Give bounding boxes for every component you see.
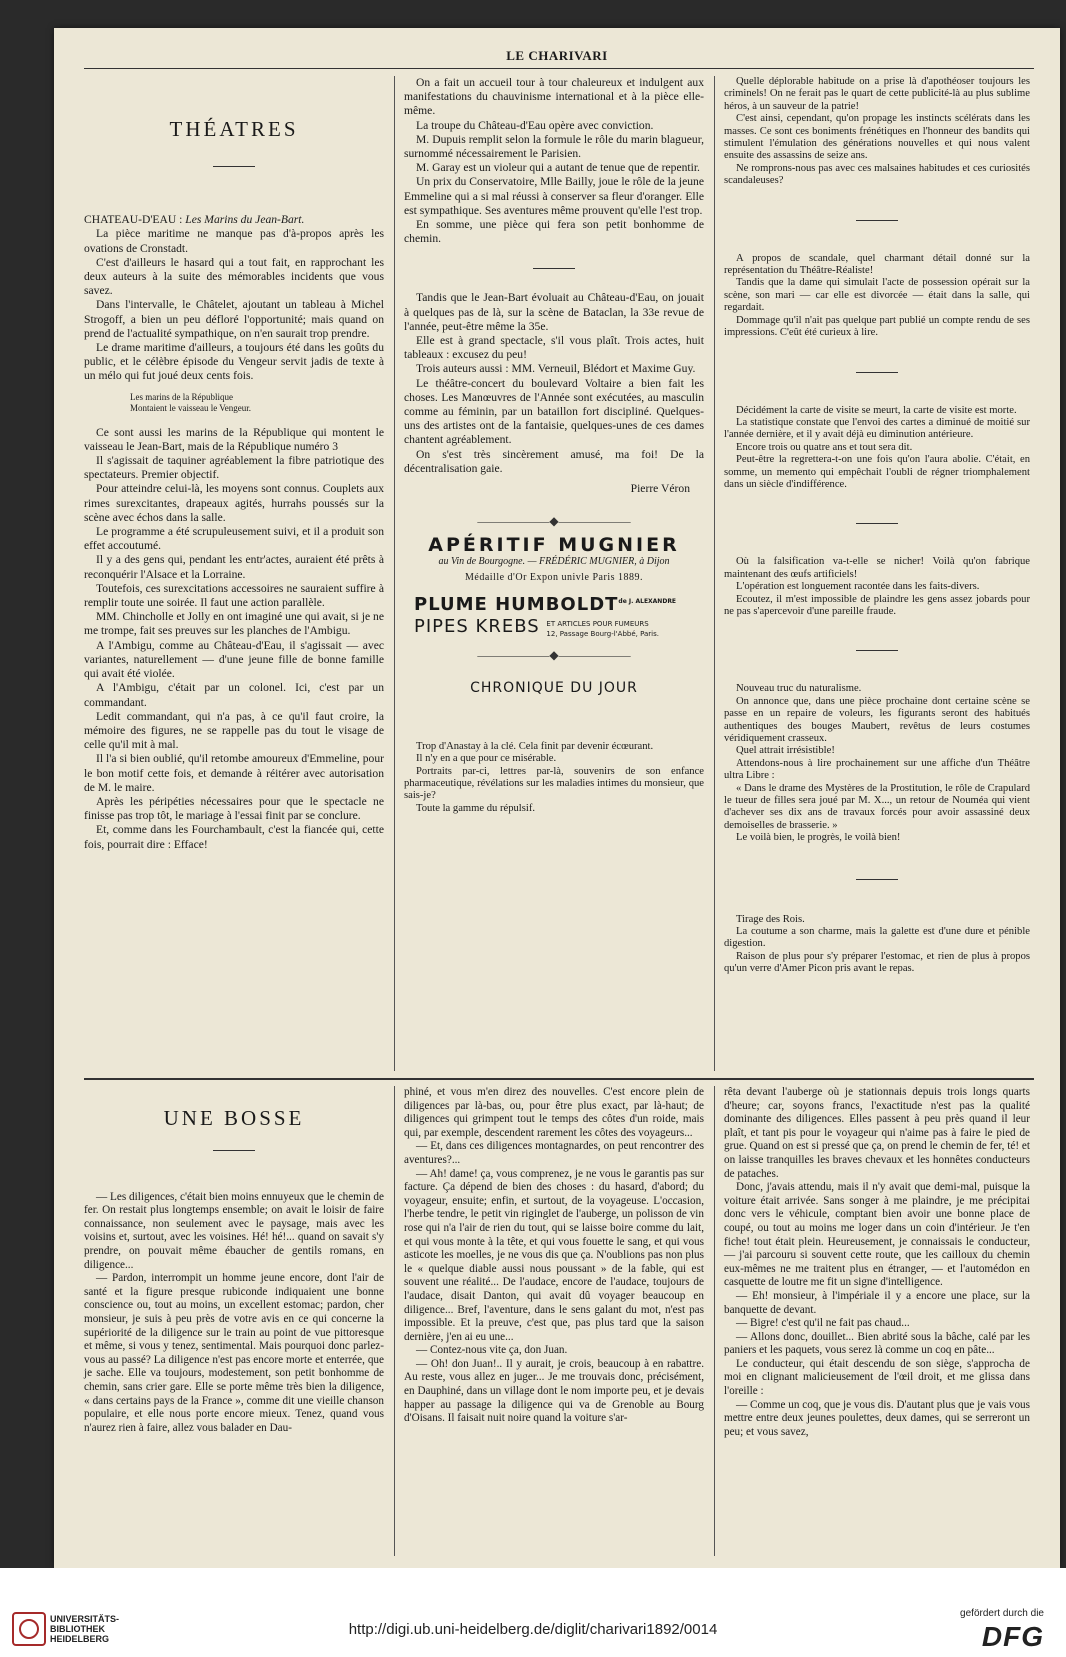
signature: Pierre Véron	[630, 482, 690, 496]
paragraph: Pour atteindre celui-là, les moyens sont connus. Couplets aux rimes surexcitantes, drapeaux agités, hurrahs poussés sur la scène avec échos dans la salle.	[84, 482, 384, 524]
paragraph: Nouveau truc du naturalisme.	[736, 683, 862, 695]
chronique-text	[404, 741, 704, 815]
paragraph: En somme, une pièce qui fera son petit bonhomme de chemin.	[404, 218, 704, 246]
theatres-subhead	[84, 213, 384, 227]
paragraph: Ecoutez, il m'est impossible de plaindre les gens assez jobards pour ne pas s'apercevoir d'une pareille fraude.	[724, 593, 1030, 617]
divider	[213, 166, 255, 167]
paragraph: — Oh! don Juan!.. Il y aurait, je crois, beaucoup à en rabattre. Au reste, vous allez en juger... Je me trouvais donc, précisément, en Dauphiné, dans un village dont le nom importe peu, et je devais happer au passage la diligence qui va de Grenoble au Bourg d'Oisans. Il faisait nuit noire quand la voiture s'ar-	[404, 1357, 704, 1425]
paragraph: A l'Ambigu, comme au Château-d'Eau, il s'agissait — avec variantes, naturellement — d'une jeune fille de bonne famille qui avait été violée.	[84, 638, 384, 681]
paragraph: Dommage qu'il n'ait pas quelque part publié un compte rendu de ses impressions. C'eût été curieux à lire.	[724, 314, 1030, 339]
paragraph: Portraits par-ci, lettres par-là, souvenirs de son enfance pharmaceutique, révélations sur les maladies intimes du monsieur, que sais-je?	[404, 765, 704, 802]
paragraph: Attendons-nous à lire prochainement sur une affiche d'un Théâtre ultra Libre :	[724, 757, 1030, 782]
paragraph: Elle est à grand spectacle, s'il vous plaît. Trois actes, huit tableaux : excusez du peu!	[404, 334, 704, 362]
paragraph: On s'est très sincèrement amusé, ma foi! De la décentralisation gaie.	[404, 447, 704, 475]
paragraph: Le drame maritime d'ailleurs, a toujours été dans les goûts du public, et le célèbre épisode du Vengeur servit jadis de texte à un mélo qui fut joué deux cents fois.	[84, 341, 384, 383]
paragraph: Où la falsification va-t-elle se nicher! Voilà qu'on fabrique maintenant des œufs artificiels!	[724, 556, 1030, 580]
column-rule	[714, 1086, 715, 1556]
paragraph: — Pardon, interrompit un homme jeune encore, dont l'air de santé et la figure presque rubiconde indiquaient une bonne conscience ou, tout au moins, un excellent estomac; pardon, cher monsieur, je suis à peu près de votre avis en ce qui concerne la supériorité de la diligence sur le train au point de vue pittoresque et même, si vous y tenez, sentimental. Mais pourquoi donc parlez-vous au passé? La diligence n'est pas encore morte et enterrée, que je sache. Elle va toujours, modestement, son petit bonhomme de chemin, sans crier gare. Elle se porte même très bien la diligence, « dans certains pays de la France », comme dit une vieille chanson populaire, et elle nous porte encore mieux. Tenez, quand vous n'aurez rien à faire, allez vous balader en Dau-	[84, 1272, 384, 1434]
paragraph: Tandis que la dame qui simulait l'acte de possession opérait sur la scène, son mari — car elle est divorcée — était dans la salle, qui regardait.	[724, 277, 1030, 314]
paragraph: Il l'a si bien oublié, qu'il retombe amoureux d'Emmeline, pour le bon motif cette fois, et demande à réitérer avec autorisation de M. le maire.	[84, 752, 384, 794]
paragraph: Ledit commandant, qui n'a pas, à ce qu'il faut croire, la mémoire des figures, ne se rappelle pas du tout le visage de celle qu'il mit à mal.	[84, 709, 384, 752]
paragraph: MM. Chincholle et Jolly en ont imaginé une qui avait, si je ne me trompe, fait ses preuves sur les planches de l'Ambigu.	[84, 610, 384, 638]
paragraph: Et, comme dans les Fourchambault, c'est la fiancée qui, cette fois, pourrait dire : Efface!	[84, 823, 384, 851]
paragraph: Il y a des gens qui, pendant les entr'actes, auraient été prêts à reconquérir l'Alsace et la Lorraine.	[84, 553, 384, 581]
ornament-divider: ——————◆——————	[477, 514, 631, 529]
verse-line: Montaient le vaisseau le Vengeur.	[130, 402, 252, 413]
divider	[213, 1150, 255, 1151]
divider	[856, 220, 898, 221]
paragraph: Trop d'Anastay à la clé. Cela finit par devenir écœurant.	[416, 740, 654, 752]
paragraph: La troupe du Château-d'Eau opère avec conviction.	[416, 118, 654, 132]
top-rule	[84, 68, 1034, 69]
paragraph: phiné, et vous m'en direz des nouvelles. C'est encore plein de diligences par là-bas, ou, pour être plus exact, par là-haut; de diligences qui grimpent tout le temps des côtes d'un roide, mais qui, par exemple, descendent rarement les côtes des voyageurs...	[404, 1086, 704, 1139]
ad-pipes-address: 12, Passage Bourg-l'Abbé, Paris.	[546, 630, 659, 639]
bosse-column-2	[404, 1086, 704, 1426]
column-rule	[714, 76, 715, 1071]
verse-note	[130, 392, 384, 414]
ad-pipes-line: ET ARTICLES POUR FUMEURS	[546, 620, 649, 629]
paragraph: rêta devant l'auberge où je stationnais depuis trois longs quarts d'heure; car, soyons francs, l'exactitude n'est pas la qualité dominante des diligences. Elles passent à peu près quand il leur plaît, et tant pis pour le voyageur qui n'aime pas à faire le pied de grue. Quand on est si pressé que ça, on prend le chemin de fer, té! et on laisse tranquilles les braves chevaux et les honnêtes conducteurs de pataches.	[724, 1086, 1030, 1180]
column-rule	[394, 76, 395, 1071]
paragraph: Trois auteurs aussi : MM. Verneuil, Blédort et Maxime Guy.	[416, 362, 696, 376]
paragraph: Toute la gamme du répulsif.	[416, 802, 535, 814]
paragraph: — Les diligences, c'était bien moins ennuyeux que le chemin de fer. On restait plus longtemps ensemble; on avait le loisir de faire connaissance, non seulement avec le paysage, mais avec les voisins et, surtout, avec les voisines. Hé! hé!... quand on savait s'y prendre, on pouvait même ébaucher de gentils romans, en diligence...	[84, 1190, 384, 1271]
paragraph: A propos de scandale, quel charmant détail donné sur la représentation du Théâtre-Réaliste!	[724, 252, 1030, 277]
source-url[interactable]: http://digi.ub.uni-heidelberg.de/diglit/charivari1892/0014	[348, 1621, 718, 1638]
paragraph: — Allons donc, douillet... Bien abrité sous la bâche, calé par les paniers et les paquets, vous serez là comme un coq en pâte...	[724, 1330, 1030, 1357]
chronique-title: CHRONIQUE DU JOUR	[470, 679, 638, 696]
ad-plume	[414, 594, 704, 616]
divider	[856, 650, 898, 651]
ad-pipes-title: PIPES KREBS	[414, 616, 540, 638]
paragraph: Le conducteur, qui était descendu de son siège, s'approcha de moi en clignant malicieusement de l'œil droit, et me glissa dans l'oreille :	[724, 1357, 1030, 1398]
ad-aperitif-sub: au Vin de Bourgogne. — FRÉDÉRIC MUGNIER, à Dijon	[438, 555, 670, 567]
paragraph: Ne romprons-nous pas avec ces malsaines habitudes et ces curiosités scandaleuses?	[724, 162, 1030, 187]
ad-aperitif-title: APÉRITIF MUGNIER	[428, 534, 680, 557]
paragraph: Toutefois, ces surexcitations accessoires ne sauraient suffire à remplir toute une soirée. Il faut une action parallèle.	[84, 581, 384, 610]
paragraph: — Comme un coq, que je vous dis. D'autant plus que je vais vous mettre entre deux jeunes poulettes, deux dames, qui se serreront un peu; et vous savez,	[724, 1398, 1030, 1438]
subhead-place: CHATEAU-D'EAU :	[84, 213, 183, 227]
paragraph: M. Dupuis remplit selon la formule le rôle du marin blagueur, surnommé nécessairement le Parisien.	[404, 132, 704, 161]
paragraph: — Bigre! c'est qu'il ne fait pas chaud...	[736, 1317, 910, 1330]
subhead-play: Les Marins du Jean-Bart.	[185, 213, 305, 227]
paragraph: L'opération est longuement racontée dans les faits-divers.	[736, 581, 980, 593]
ad-pipes-detail	[546, 618, 659, 638]
paragraph: — Ah! dame! ça, vous comprenez, je ne vous le garantis pas sur facture. Ça dépend de bien des choses : du hasard, d'abord; du voyageur, ensuite; enfin, et surtout, de la voyageuse. L'occasion, l'herbe tendre, le petit vin riginglet de l'auberge, un polisson de vin rose qui n'a l'air de rien du tout, qui se laisse boire comme du lait, et qui vous monte à la tête, et qui vous fouette le sang, et qui vous asticote les moelles, je ne vous dis que ça. N'oublions pas non plus le « quelque diable aussi nous poussant » de la fable, qui est souvent une réalité... De l'audace, encore de l'audace, toujours de l'audace, disait Danton, qui avait dû voyager beaucoup en diligence... Bref, l'aventure, dans le sens galant du mot, n'est pas impossible. Et la preuve, c'est que, pas plus tard que la saison dernière, j'en ai eu une...	[404, 1167, 704, 1343]
column-rule	[394, 1086, 395, 1556]
paragraph: Quel attrait irrésistible!	[736, 745, 835, 757]
library-line: BIBLIOTHEK	[50, 1624, 105, 1634]
paragraph: Peut-être la regrettera-t-on une fois qu'on l'aura abolie. C'était, en somme, un memento qui empêchait l'oubli de régner triomphalement dans un siècle d'indifférence.	[724, 454, 1030, 490]
funding-note: gefördert durch die	[960, 1608, 1044, 1619]
paragraph: Encore trois ou quatre ans et tout sera dit.	[736, 441, 913, 453]
paragraph: Il n'y en a que pour ce misérable.	[416, 753, 557, 765]
middle-column	[404, 76, 704, 815]
paragraph: La pièce maritime ne manque pas d'à-propos après les ovations de Cronstadt.	[84, 227, 384, 255]
paragraph: Donc, j'avais attendu, mais il n'y avait que demi-mal, puisque la voiture était arrivée. Sans songer à me plaindre, je me précipitai donc vers le véhicule, comptant bien avoir une bonne place de coupé, ou tout au moins me loger dans un coin d'intérieur. Je t'en fiche! tout était plein. Heureusement, je connaissais le conducteur, — j'ai parcouru si souvent cette route, que les cailloux du chemin eux-mêmes ne me traitent plus en étranger, — et l'automédon en casquette de loutre me fit un signe d'intelligence.	[724, 1181, 1030, 1289]
bosse-column-3	[724, 1086, 1030, 1439]
paragraph: C'est d'ailleurs le hasard qui a tout fait, en rapprochant les deux auteurs à la suite des mémorables incidents que vous savez.	[84, 255, 384, 298]
running-head: LE CHARIVARI	[506, 48, 608, 63]
paragraph: Le théâtre-concert du boulevard Voltaire a bien fait les choses. Les Manœuvres de l'Année sont exécutées, au masculin comme au féminin, par un bataillon fort discipliné. Quelques-uns des artistes ont de la fantaisie, quelques-unes de ces dames chantent agréablement.	[404, 376, 704, 447]
chronique-column	[724, 76, 1030, 976]
divider	[856, 372, 898, 373]
paragraph: Raison de plus pour s'y préparer l'estomac, et rien de plus à propos qu'un verre d'Amer Picon pris avant le repas.	[724, 950, 1030, 975]
theatres-title: THÉATRES	[169, 117, 299, 141]
paragraph: — Et, dans ces diligences montagnardes, on peut rencontrer des aventures?...	[404, 1140, 704, 1166]
digitization-footer	[0, 1568, 1066, 1657]
ad-aperitif-medal: Médaille d'Or Expon univle Paris 1889.	[465, 571, 643, 583]
divider	[533, 268, 575, 269]
paragraph: Tirage des Rois.	[736, 913, 805, 925]
paragraph: — Contez-nous vite ça, don Juan.	[416, 1344, 568, 1357]
paragraph: A l'Ambigu, c'était par un colonel. Ici, c'est par un commandant.	[84, 681, 384, 709]
paragraph: M. Garay est un violeur qui a autant de tenue que de repentir.	[416, 161, 700, 175]
bosse-column-1	[84, 1086, 384, 1435]
bosse-title: UNE BOSSE	[163, 1106, 305, 1130]
paragraph: On annonce que, dans une pièce prochaine dont certaine scène se passe en un repaire de voleurs, les figurants seront des habitués authentiques des bouges Maubert, revêtus de leurs costumes véridiquement crasseux.	[724, 695, 1030, 744]
paragraph: C'est ainsi, cependant, qu'on propage les instincts scélérats dans les masses. Ce sont ces boniments frénétiques en l'honneur des bandits qui stimulent l'émulation des générations nouvelles et qui nous valent ensuite des assassins de seize ans.	[724, 113, 1030, 162]
theatres-column	[84, 76, 384, 852]
paragraph: La coutume a son charme, mais la galette est d'une dure et pénible digestion.	[724, 926, 1030, 950]
paragraph: Quelle déplorable habitude on a prise là d'apothéoser toujours les criminels! On ne ferait pas le quart de cette publicité-là au plus sublime héros, à un sauveur de la patrie!	[724, 76, 1030, 112]
ad-plume-maker: de J. ALEXANDRE	[618, 598, 677, 606]
ad-plume-title: PLUME HUMBOLDT	[414, 594, 619, 616]
paragraph: Après les péripéties nécessaires pour que le spectacle ne finisse pas trop tôt, le mariage à l'essai finit par se conclure.	[84, 794, 384, 823]
paragraph: Le voilà bien, le progrès, le voilà bien!	[736, 832, 901, 844]
library-line: HEIDELBERG	[50, 1634, 110, 1644]
paragraph: Un prix du Conservatoire, Mlle Bailly, joue le rôle de la jeune Emmeline qui a si mal réussi à conserver sa fleur d'oranger. Elle est sympathique. Ses aventures même prouvent qu'elle l'est trop.	[404, 175, 704, 217]
ad-pipes	[414, 616, 704, 638]
divider	[856, 523, 898, 524]
newspaper-page	[54, 28, 1060, 1568]
paragraph: Le programme a été scrupuleusement suivi, et il a produit son effet accoutumé.	[84, 525, 384, 553]
paragraph: « Dans le drame des Mystères de la Prostitution, le rôle de Crapulard le tueur de filles sera joué par M. X..., un retour de Nouméa qui vient d'achever ses dix ans de travaux forcés pour avoir assassiné deux demoiselles de brasserie. »	[724, 782, 1030, 831]
section-rule	[84, 1078, 1034, 1080]
paragraph: Ce sont aussi les marins de la République qui montent le vaisseau le Jean-Bart, mais de la République numéro 3	[84, 425, 384, 453]
dfg-logo: DFG	[981, 1621, 1044, 1652]
paragraph: Dans l'intervalle, le Châtelet, ajoutant un tableau à Michel Strogoff, a bien un peu défloré l'opportunité; mais quand on prend de l'actualité sympathique, on n'en saurait trop prendre.	[84, 298, 384, 340]
divider	[856, 879, 898, 880]
paragraph: — Eh! monsieur, à l'impériale il y a encore une place, sur la banquette de devant.	[724, 1289, 1030, 1316]
paragraph: On a fait un accueil tour à tour chaleureux et indulgent aux manifestations du chauvinisme international et à la pièce elle-même.	[404, 76, 704, 118]
ornament-divider: ——————◆——————	[477, 648, 631, 663]
paragraph: Il s'agissait de taquiner agréablement la fibre patriotique des spectateurs. Premier objectif.	[84, 454, 384, 482]
library-line: UNIVERSITÄTS-	[50, 1614, 120, 1624]
paragraph: Tandis que le Jean-Bart évoluait au Château-d'Eau, on jouait à quelques pas de là, sur la scène de Bataclan, la 33e revue de l'année, peut-être même la 35e.	[404, 291, 704, 333]
verse-line: Les marins de la République	[130, 391, 233, 402]
paragraph: Décidément la carte de visite se meurt, la carte de visite est morte.	[736, 404, 1017, 416]
paragraph: La statistique constate que l'envoi des cartes a diminué de moitié sur l'année dernière, et il y avait déjà eu diminution antérieure.	[724, 416, 1030, 441]
